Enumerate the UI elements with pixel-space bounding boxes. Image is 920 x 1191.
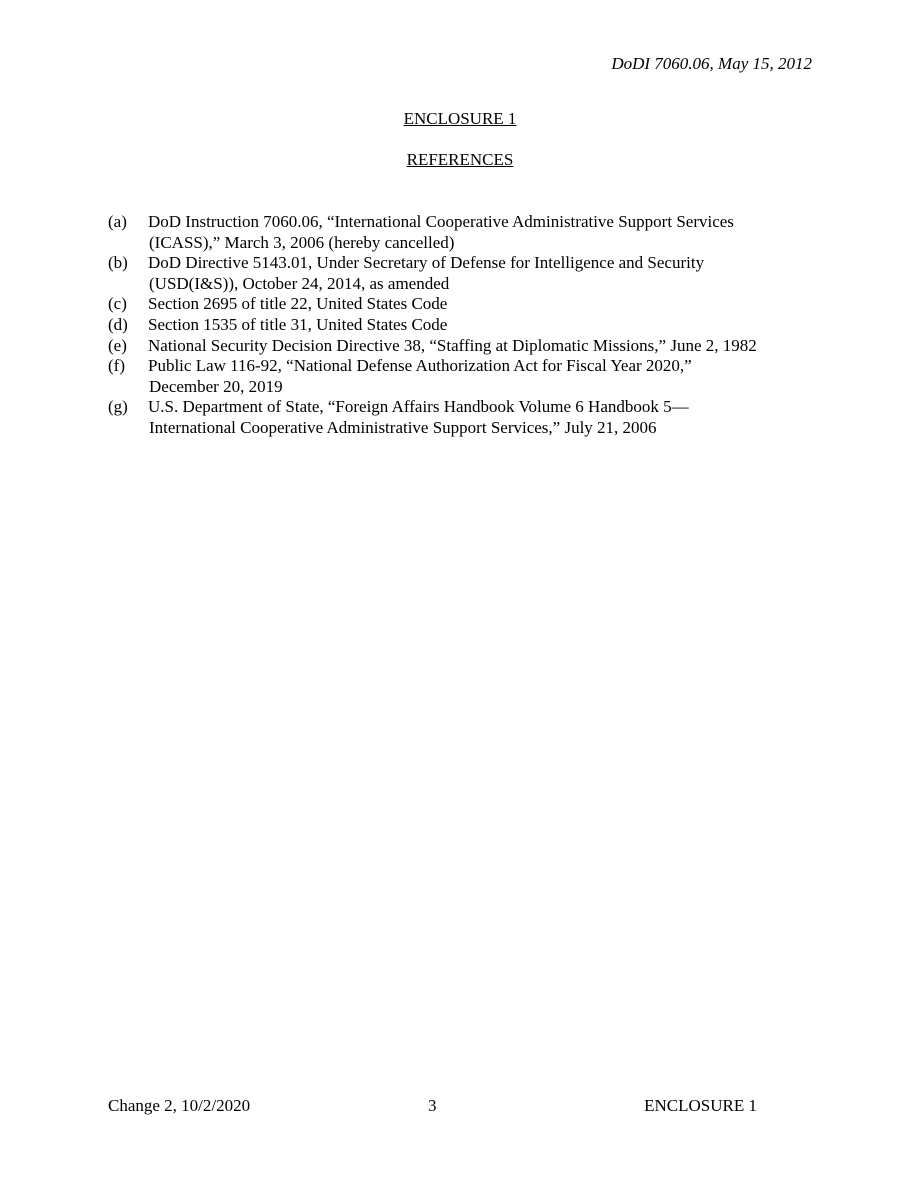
reference-item	[108, 356, 808, 397]
reference-text-line: U.S. Department of State, “Foreign Affairs Handbook Volume 6 Handbook 5—	[148, 397, 689, 417]
reference-item	[108, 212, 808, 253]
reference-text-line: Public Law 116-92, “National Defense Authorization Act for Fiscal Year 2020,”	[148, 356, 692, 376]
reference-letter: (d)	[108, 314, 128, 334]
reference-letter: (f)	[108, 356, 125, 376]
footer-page-number: 3	[428, 1096, 437, 1115]
references-title: REFERENCES	[406, 150, 514, 169]
reference-text-line: December 20, 2019	[149, 376, 283, 396]
reference-item	[108, 253, 808, 294]
running-header: DoDI 7060.06, May 15, 2012	[611, 54, 812, 73]
reference-item	[108, 336, 808, 357]
reference-text-line: DoD Instruction 7060.06, “International Cooperative Administrative Support Services	[148, 212, 734, 231]
reference-text-line: Section 2695 of title 22, United States Code	[148, 294, 448, 314]
reference-letter: (g)	[108, 397, 128, 417]
reference-text-line: National Security Decision Directive 38, “Staffing at Diplomatic Missions,” June 2, 1982	[148, 335, 757, 355]
footer-section-label: ENCLOSURE 1	[644, 1096, 757, 1115]
reference-text-line: (USD(I&S)), October 24, 2014, as amended	[149, 273, 450, 293]
reference-item	[108, 294, 808, 315]
reference-letter: (b)	[108, 253, 128, 273]
enclosure-title: ENCLOSURE 1	[403, 109, 517, 128]
reference-item	[108, 315, 808, 336]
reference-text-line: Section 1535 of title 31, United States Code	[148, 314, 448, 334]
reference-text-line: (ICASS),” March 3, 2006 (hereby cancelled)	[149, 232, 455, 252]
footer-change-date: Change 2, 10/2/2020	[108, 1096, 251, 1115]
references-list	[108, 212, 808, 439]
reference-text-line: DoD Directive 5143.01, Under Secretary of Defense for Intelligence and Security	[148, 253, 705, 273]
reference-item	[108, 397, 808, 438]
reference-text-line: International Cooperative Administrative Support Services,” July 21, 2006	[149, 417, 657, 437]
reference-letter: (e)	[108, 335, 127, 355]
reference-letter: (c)	[108, 294, 127, 314]
reference-letter: (a)	[108, 212, 127, 231]
